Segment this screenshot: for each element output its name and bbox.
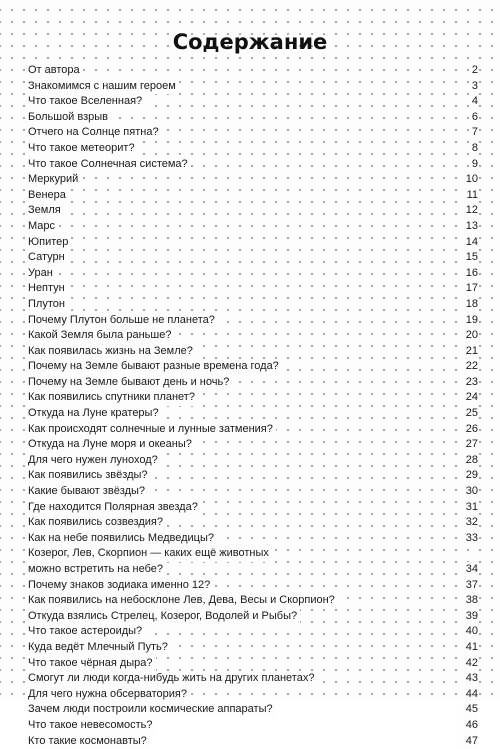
toc-entry-title: Для чего нужен луноход?	[28, 453, 161, 469]
toc-entry-page: 21	[463, 344, 478, 360]
toc-entry-page: 17	[463, 281, 478, 297]
toc-entry-page: 46	[463, 718, 478, 734]
toc-entry-title: Куда ведёт Млечный Путь?	[28, 640, 171, 656]
toc-entry	[28, 546, 478, 562]
toc-entry-page: 24	[463, 390, 478, 406]
toc-entry	[28, 500, 478, 516]
toc-entry-page: 20	[463, 328, 478, 344]
toc-entry-page: 25	[463, 406, 478, 422]
toc-entry-title: Что такое невесомость?	[28, 718, 156, 734]
toc-entry-page: 29	[463, 468, 478, 484]
toc-entry	[28, 422, 478, 438]
toc-entry-page: 30	[463, 484, 478, 500]
toc-entry	[28, 578, 478, 594]
toc-entry	[28, 562, 478, 578]
toc-entry-title: Земля	[28, 203, 64, 219]
toc-entry-title: Большой взрыв	[28, 110, 111, 126]
toc-entry-title: Что такое астероиды?	[28, 624, 145, 640]
toc-entry	[28, 297, 478, 313]
toc-entry-title: Венера	[28, 188, 69, 204]
toc-entry-title: Как появились спутники планет?	[28, 390, 198, 406]
toc-entry	[28, 235, 478, 251]
toc-entry-page: 6	[469, 110, 478, 126]
toc-entry-page: 11	[464, 188, 478, 204]
toc-entry	[28, 359, 478, 375]
toc-entry	[28, 406, 478, 422]
toc-entry-title: Сатурн	[28, 250, 68, 266]
toc-entry	[28, 718, 478, 734]
toc-entry	[28, 313, 478, 329]
page-title: Содержание	[172, 30, 328, 54]
toc-entry	[28, 656, 478, 672]
toc-entry	[28, 266, 478, 282]
toc-entry-title: Как на небе появились Медведицы?	[28, 531, 217, 547]
toc-entry	[28, 110, 478, 126]
toc-entry	[28, 468, 478, 484]
toc-entry	[28, 157, 478, 173]
toc-entry-title: Что такое Солнечная система?	[28, 157, 191, 173]
toc-entry-page: 23	[463, 375, 478, 391]
toc-entry	[28, 344, 478, 360]
toc-entry-title: Козерог, Лев, Скорпион — каких ещё животных	[28, 546, 272, 562]
toc-entry-page: 10	[463, 172, 478, 188]
toc-entry	[28, 188, 478, 204]
toc-entry-page: 42	[463, 656, 478, 672]
toc-entry-title: От автора	[28, 63, 83, 79]
toc-entry-page: 41	[463, 640, 478, 656]
toc-entry	[28, 531, 478, 547]
toc-entry-page: 15	[463, 250, 478, 266]
toc-entry-title: Для чего нужна обсерватория?	[28, 687, 190, 703]
toc-entry-title: Откуда на Луне кратеры?	[28, 406, 162, 422]
toc-entry	[28, 281, 478, 297]
toc-entry-page: 32	[463, 515, 478, 531]
toc-entry	[28, 453, 478, 469]
toc-entry-title: Где находится Полярная звезда?	[28, 500, 201, 516]
toc-entry-page: 9	[469, 157, 478, 173]
toc-entry	[28, 515, 478, 531]
toc-entry-title: Юпитер	[28, 235, 71, 251]
toc-entry	[28, 250, 478, 266]
toc-entry-page: 28	[463, 453, 478, 469]
toc-entry-page: 19	[463, 313, 478, 329]
toc-entry	[28, 671, 478, 687]
toc-entry	[28, 593, 478, 609]
toc-entry-title: Что такое метеорит?	[28, 141, 138, 157]
toc-entry-title: Как появились созвездия?	[28, 515, 166, 531]
toc-entry	[28, 141, 478, 157]
toc-entry-page: 45	[463, 702, 478, 718]
toc-entry-page: 34	[463, 562, 478, 578]
toc-entry-title: Марс	[28, 219, 58, 235]
toc-entry	[28, 609, 478, 625]
toc-entry-page: 8	[469, 141, 478, 157]
toc-entry-title: можно встретить на небе?	[28, 562, 166, 578]
toc-entry-page: 13	[463, 219, 478, 235]
toc-entry	[28, 125, 478, 141]
toc-entry	[28, 94, 478, 110]
toc-entry-title: Уран	[28, 266, 56, 282]
toc-entry	[28, 375, 478, 391]
toc-entry-title: Как появились звёзды?	[28, 468, 151, 484]
toc-entry-title: Какой Земля была раньше?	[28, 328, 174, 344]
toc-entry-title: Что такое Вселенная?	[28, 94, 145, 110]
toc-entry-title: Нептун	[28, 281, 68, 297]
toc-entry-title: Что такое чёрная дыра?	[28, 656, 156, 672]
toc-entry-title: Кто такие космонавты?	[28, 734, 150, 749]
toc-entry-page: 12	[463, 203, 478, 219]
toc-entry-title: Почему Плутон больше не планета?	[28, 313, 218, 329]
toc-entry-page: 37	[463, 578, 478, 594]
toc-entry	[28, 172, 478, 188]
toc-entry-page: 18	[463, 297, 478, 313]
toc-entry-title: Почему на Земле бывают разные времена года?	[28, 359, 282, 375]
toc-entry-page: 27	[463, 437, 478, 453]
toc-entry-title: Почему знаков зодиака именно 12?	[28, 578, 213, 594]
toc-entry-title: Как появились на небосклоне Лев, Дева, Весы и Скорпион?	[28, 593, 338, 609]
toc-entry-page: 31	[463, 500, 478, 516]
toc-entry-page: 38	[463, 593, 478, 609]
toc-entry-title: Какие бывают звёзды?	[28, 484, 148, 500]
toc-entry	[28, 219, 478, 235]
toc-entry-page: 33	[463, 531, 478, 547]
toc-entry-page: 43	[463, 671, 478, 687]
toc-entry	[28, 63, 478, 79]
toc-entry-page: 14	[463, 235, 478, 251]
table-of-contents	[28, 63, 478, 749]
toc-entry-page: 16	[463, 266, 478, 282]
toc-entry	[28, 203, 478, 219]
toc-entry-title: Смогут ли люди когда-нибудь жить на других планетах?	[28, 671, 317, 687]
toc-entry-page: 40	[463, 624, 478, 640]
toc-entry	[28, 702, 478, 718]
toc-entry-page: 3	[469, 79, 478, 95]
toc-entry-title: Знакомимся с нашим героем	[28, 79, 179, 95]
toc-entry-page: 26	[463, 422, 478, 438]
toc-entry-page: 39	[463, 609, 478, 625]
toc-entry-page: 4	[469, 94, 478, 110]
toc-entry	[28, 640, 478, 656]
toc-entry-page: 44	[463, 687, 478, 703]
toc-entry	[28, 734, 478, 749]
toc-entry-page: 22	[463, 359, 478, 375]
toc-entry	[28, 79, 478, 95]
toc-entry-page: 2	[469, 63, 478, 79]
toc-entry-page: 7	[469, 125, 478, 141]
toc-entry	[28, 390, 478, 406]
toc-entry-title: Как происходят солнечные и лунные затмения?	[28, 422, 276, 438]
toc-entry-page: 47	[463, 734, 478, 749]
toc-entry-title: Почему на Земле бывают день и ночь?	[28, 375, 232, 391]
toc-entry-title: Плутон	[28, 297, 68, 313]
toc-entry-title: Отчего на Солнце пятна?	[28, 125, 162, 141]
toc-entry	[28, 687, 478, 703]
toc-entry	[28, 437, 478, 453]
toc-entry-title: Меркурий	[28, 172, 81, 188]
toc-entry	[28, 624, 478, 640]
toc-entry-title: Как появилась жизнь на Земле?	[28, 344, 196, 360]
toc-entry-title: Откуда на Луне моря и океаны?	[28, 437, 195, 453]
toc-entry-title: Откуда взялись Стрелец, Козерог, Водолей и Рыбы?	[28, 609, 300, 625]
toc-entry-title: Зачем люди построили космические аппараты?	[28, 702, 276, 718]
toc-entry	[28, 328, 478, 344]
toc-entry	[28, 484, 478, 500]
